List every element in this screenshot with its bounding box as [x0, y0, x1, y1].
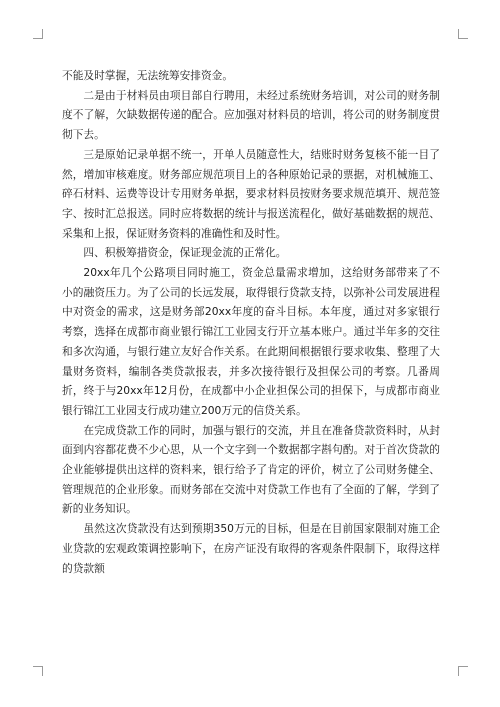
document-body: [62, 66, 440, 578]
paragraph: 二是由于材料员由项目部自行聘用，未经过系统财务培训，对公司的财务制度不了解，欠缺数据传递的配合。应加强对材料员的培训，将公司的财务制度贯彻下去。: [62, 88, 440, 142]
crop-mark-top-left: [33, 29, 43, 39]
section-heading: 四、积极筹措资金，保证现金流的正常化。: [83, 246, 287, 260]
crop-mark-bottom-left: [33, 666, 43, 676]
paragraph: 虽然这次贷款没有达到预期350万元的目标，但是在目前国家限制对施工企业贷款的宏观政策调控影响下，在房产证没有取得的客观条件限制下，取得这样的贷款额: [62, 522, 440, 575]
paragraph: 三是原始记录单据不统一，开单人员随意性大，结账时财务复核不能一目了然，增加审核难度。财务部应规范项目上的各种原始记录的票据，对机械施工、碎石材料、运费等设计专用财务单据，要求材料员按财务要求规范填开、规范签字、按时汇总报送。同时应将数据的统计与报送流程化，做好基础数据的规范、采集和上报，保证财务资料的准确性和及时性。: [62, 147, 440, 240]
crop-mark-top-right: [458, 29, 468, 39]
paragraph: 20xx年几个公路项目同时施工，资金总量需求增加，这给财务部带来了不小的融资压力。为了公司的长远发展，取得银行贷款支持，以弥补公司发展进程中对资金的需求，这是财务部20xx年度的奋斗目标。本年度，通过对多家银行考察，选择在成都市商业银行锦江工业园支行开立基本账户。通过半年多的交往和多次沟通，与银行建立友好合作关系。在此期间根据银行要求收集、整理了大量财务资料，编制各类贷款报表，并多次接待银行及担保公司的考察。几番周折，终于与20xx年12月份，在成都中小企业担保公司的担保下，与成都市商业银行锦江工业园支行成功建立200万元的信贷关系。: [62, 266, 440, 417]
paragraph: 在完成贷款工作的同时，加强与银行的交流，并且在准备贷款资料时，从封面到内容都花费不少心思，从一个文字到一个数据都字斟句酌。对于首次贷款的企业能够提供出这样的资料来，银行给予了肯定的评价，树立了公司财务健全、管理规范的企业形象。而财务部在交流中对贷款工作也有了全面的了解，学到了新的业务知识。: [62, 423, 440, 516]
paragraph-continued: 不能及时掌握，无法统筹安排资金。: [62, 69, 234, 82]
crop-mark-bottom-right: [458, 666, 468, 676]
